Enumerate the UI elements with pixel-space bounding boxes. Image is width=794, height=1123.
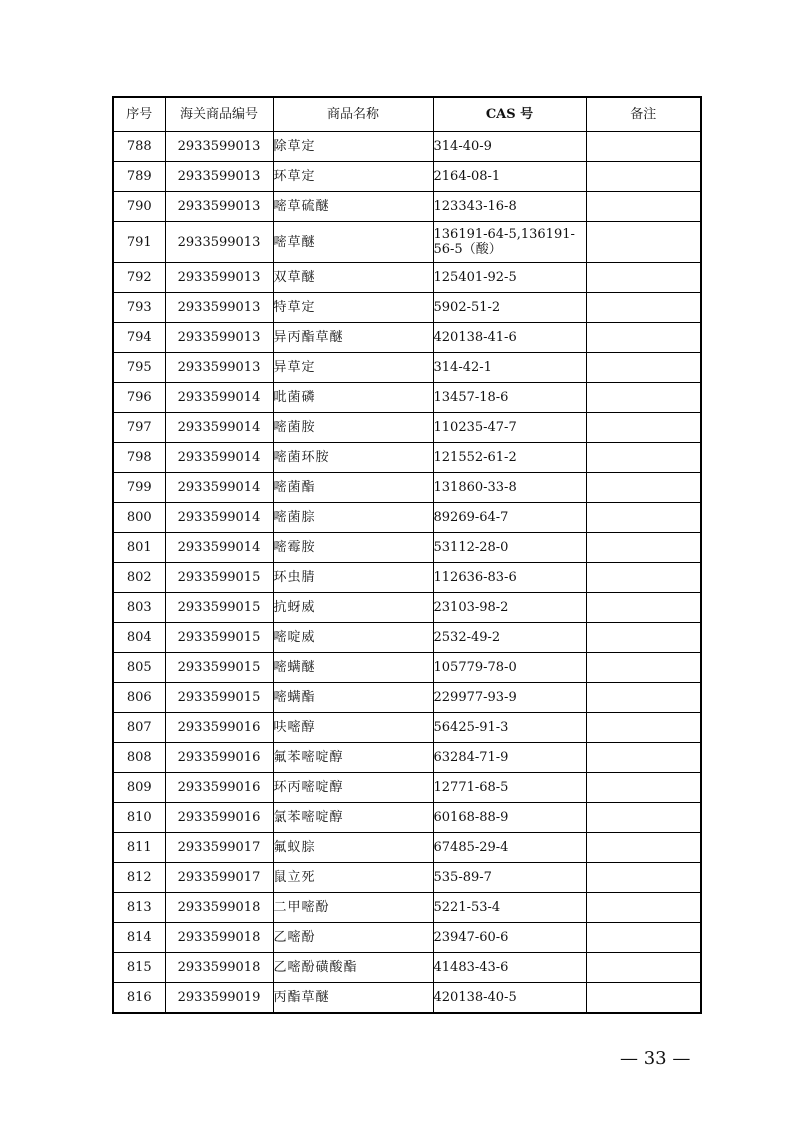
cell-seq: 807 [113, 713, 165, 743]
cell-seq: 801 [113, 533, 165, 563]
cell-product-name: 嘧菌腙 [273, 503, 433, 533]
table-row [113, 623, 701, 653]
cell-product-name: 双草醚 [273, 263, 433, 293]
cell-seq: 804 [113, 623, 165, 653]
cell-note [586, 263, 701, 293]
product-table [112, 96, 702, 1014]
cell-product-name: 鼠立死 [273, 863, 433, 893]
table-row [113, 533, 701, 563]
cell-customs-code: 2933599015 [165, 593, 273, 623]
cell-note [586, 773, 701, 803]
page-number: — 33 — [620, 1048, 691, 1069]
table-row [113, 563, 701, 593]
cell-customs-code: 2933599018 [165, 953, 273, 983]
cell-cas: 60168-88-9 [433, 803, 586, 833]
cell-note [586, 653, 701, 683]
cell-note [586, 503, 701, 533]
cell-note [586, 443, 701, 473]
cell-seq: 794 [113, 323, 165, 353]
cell-customs-code: 2933599015 [165, 623, 273, 653]
cell-note [586, 923, 701, 953]
cell-customs-code: 2933599013 [165, 192, 273, 222]
cell-seq: 791 [113, 222, 165, 263]
cell-customs-code: 2933599016 [165, 713, 273, 743]
cell-note [586, 383, 701, 413]
table-row [113, 983, 701, 1014]
table-row [113, 473, 701, 503]
cell-seq: 790 [113, 192, 165, 222]
cell-cas: 41483-43-6 [433, 953, 586, 983]
cell-note [586, 713, 701, 743]
table-row [113, 773, 701, 803]
cell-product-name: 嘧啶威 [273, 623, 433, 653]
cell-product-name: 异草定 [273, 353, 433, 383]
cell-seq: 795 [113, 353, 165, 383]
cell-cas: 89269-64-7 [433, 503, 586, 533]
cell-note [586, 413, 701, 443]
cell-note [586, 533, 701, 563]
cell-seq: 803 [113, 593, 165, 623]
cell-customs-code: 2933599016 [165, 743, 273, 773]
cell-customs-code: 2933599013 [165, 222, 273, 263]
cell-cas: 12771-68-5 [433, 773, 586, 803]
cell-cas: 53112-28-0 [433, 533, 586, 563]
cell-seq: 793 [113, 293, 165, 323]
cell-note [586, 953, 701, 983]
cell-cas: 67485-29-4 [433, 833, 586, 863]
table-row [113, 192, 701, 222]
cell-note [586, 353, 701, 383]
cell-customs-code: 2933599014 [165, 503, 273, 533]
cell-seq: 806 [113, 683, 165, 713]
cell-seq: 788 [113, 132, 165, 162]
table-row [113, 593, 701, 623]
cell-customs-code: 2933599017 [165, 833, 273, 863]
cell-cas: 13457-18-6 [433, 383, 586, 413]
cell-customs-code: 2933599014 [165, 473, 273, 503]
cell-customs-code: 2933599015 [165, 683, 273, 713]
cell-cas: 2532-49-2 [433, 623, 586, 653]
cell-cas: 131860-33-8 [433, 473, 586, 503]
cell-cas: 112636-83-6 [433, 563, 586, 593]
table-row [113, 132, 701, 162]
table-row [113, 923, 701, 953]
cell-note [586, 162, 701, 192]
cell-cas: 121552-61-2 [433, 443, 586, 473]
cell-note [586, 623, 701, 653]
header-product-name: 商品名称 [273, 97, 433, 132]
cell-customs-code: 2933599014 [165, 533, 273, 563]
table-row [113, 833, 701, 863]
cell-note [586, 803, 701, 833]
cell-product-name: 环丙嘧啶醇 [273, 773, 433, 803]
cell-customs-code: 2933599019 [165, 983, 273, 1014]
table-row [113, 323, 701, 353]
cell-note [586, 293, 701, 323]
cell-note [586, 132, 701, 162]
cell-cas: 5902-51-2 [433, 293, 586, 323]
table-row [113, 222, 701, 263]
table-row [113, 443, 701, 473]
cell-product-name: 嘧草硫醚 [273, 192, 433, 222]
cell-cas: 314-40-9 [433, 132, 586, 162]
cell-cas: 105779-78-0 [433, 653, 586, 683]
table-row [113, 503, 701, 533]
table-row [113, 293, 701, 323]
cell-cas: 420138-41-6 [433, 323, 586, 353]
cell-note [586, 743, 701, 773]
cell-note [586, 893, 701, 923]
cell-customs-code: 2933599016 [165, 803, 273, 833]
cell-product-name: 吡菌磷 [273, 383, 433, 413]
cell-note [586, 563, 701, 593]
cell-product-name: 丙酯草醚 [273, 983, 433, 1014]
cell-cas: 23947-60-6 [433, 923, 586, 953]
table-row [113, 803, 701, 833]
cell-cas: 229977-93-9 [433, 683, 586, 713]
cell-cas: 123343-16-8 [433, 192, 586, 222]
cell-cas: 23103-98-2 [433, 593, 586, 623]
table-row [113, 713, 701, 743]
cell-customs-code: 2933599013 [165, 323, 273, 353]
table-row [113, 413, 701, 443]
cell-seq: 810 [113, 803, 165, 833]
header-row [113, 97, 701, 132]
cell-product-name: 嘧草醚 [273, 222, 433, 263]
cell-customs-code: 2933599015 [165, 563, 273, 593]
cell-product-name: 呋嘧醇 [273, 713, 433, 743]
header-cas: CAS 号 [433, 97, 586, 132]
cell-product-name: 氟苯嘧啶醇 [273, 743, 433, 773]
cell-cas: 535-89-7 [433, 863, 586, 893]
cell-note [586, 323, 701, 353]
cell-product-name: 特草定 [273, 293, 433, 323]
cell-seq: 797 [113, 413, 165, 443]
cell-seq: 789 [113, 162, 165, 192]
cell-seq: 813 [113, 893, 165, 923]
cell-cas: 5221-53-4 [433, 893, 586, 923]
cell-customs-code: 2933599016 [165, 773, 273, 803]
cell-seq: 805 [113, 653, 165, 683]
cell-product-name: 嘧霉胺 [273, 533, 433, 563]
cell-seq: 796 [113, 383, 165, 413]
cell-note [586, 683, 701, 713]
cell-cas: 314-42-1 [433, 353, 586, 383]
cell-customs-code: 2933599013 [165, 263, 273, 293]
cell-seq: 809 [113, 773, 165, 803]
header-note: 备注 [586, 97, 701, 132]
cell-cas: 110235-47-7 [433, 413, 586, 443]
cell-customs-code: 2933599014 [165, 443, 273, 473]
table-row [113, 383, 701, 413]
cell-note [586, 863, 701, 893]
cell-seq: 816 [113, 983, 165, 1014]
cell-seq: 811 [113, 833, 165, 863]
cell-note [586, 222, 701, 263]
table-row [113, 263, 701, 293]
cell-cas: 56425-91-3 [433, 713, 586, 743]
cell-customs-code: 2933599013 [165, 132, 273, 162]
cell-seq: 812 [113, 863, 165, 893]
cell-customs-code: 2933599013 [165, 353, 273, 383]
cell-customs-code: 2933599017 [165, 863, 273, 893]
cell-product-name: 氯苯嘧啶醇 [273, 803, 433, 833]
cell-cas: 125401-92-5 [433, 263, 586, 293]
cell-cas: 2164-08-1 [433, 162, 586, 192]
cell-product-name: 异丙酯草醚 [273, 323, 433, 353]
cell-seq: 808 [113, 743, 165, 773]
cell-seq: 800 [113, 503, 165, 533]
cell-seq: 802 [113, 563, 165, 593]
header-customs-code: 海关商品编号 [165, 97, 273, 132]
cell-product-name: 除草定 [273, 132, 433, 162]
cell-note [586, 833, 701, 863]
table-row [113, 743, 701, 773]
cell-product-name: 乙嘧酚磺酸酯 [273, 953, 433, 983]
cell-product-name: 嘧螨酯 [273, 683, 433, 713]
table-row [113, 683, 701, 713]
cell-cas: 136191-64-5,136191-56-5（酸） [433, 222, 586, 263]
cell-product-name: 嘧螨醚 [273, 653, 433, 683]
cell-product-name: 嘧菌胺 [273, 413, 433, 443]
table-row [113, 162, 701, 192]
cell-note [586, 192, 701, 222]
cell-seq: 792 [113, 263, 165, 293]
cell-product-name: 氟蚁腙 [273, 833, 433, 863]
cell-customs-code: 2933599013 [165, 162, 273, 192]
cell-product-name: 乙嘧酚 [273, 923, 433, 953]
cell-seq: 798 [113, 443, 165, 473]
cell-cas: 63284-71-9 [433, 743, 586, 773]
cell-seq: 814 [113, 923, 165, 953]
table-row [113, 653, 701, 683]
cell-customs-code: 2933599014 [165, 383, 273, 413]
cell-note [586, 593, 701, 623]
cell-seq: 815 [113, 953, 165, 983]
cell-product-name: 抗蚜威 [273, 593, 433, 623]
cell-product-name: 环草定 [273, 162, 433, 192]
cell-note [586, 473, 701, 503]
table-row [113, 953, 701, 983]
cell-customs-code: 2933599018 [165, 893, 273, 923]
cell-cas: 420138-40-5 [433, 983, 586, 1014]
header-seq: 序号 [113, 97, 165, 132]
table-row [113, 893, 701, 923]
cell-customs-code: 2933599013 [165, 293, 273, 323]
cell-product-name: 嘧菌环胺 [273, 443, 433, 473]
cell-customs-code: 2933599018 [165, 923, 273, 953]
cell-seq: 799 [113, 473, 165, 503]
table-row [113, 353, 701, 383]
cell-note [586, 983, 701, 1014]
cell-product-name: 嘧菌酯 [273, 473, 433, 503]
cell-customs-code: 2933599014 [165, 413, 273, 443]
cell-product-name: 环虫腈 [273, 563, 433, 593]
cell-product-name: 二甲嘧酚 [273, 893, 433, 923]
table-row [113, 863, 701, 893]
cell-customs-code: 2933599015 [165, 653, 273, 683]
